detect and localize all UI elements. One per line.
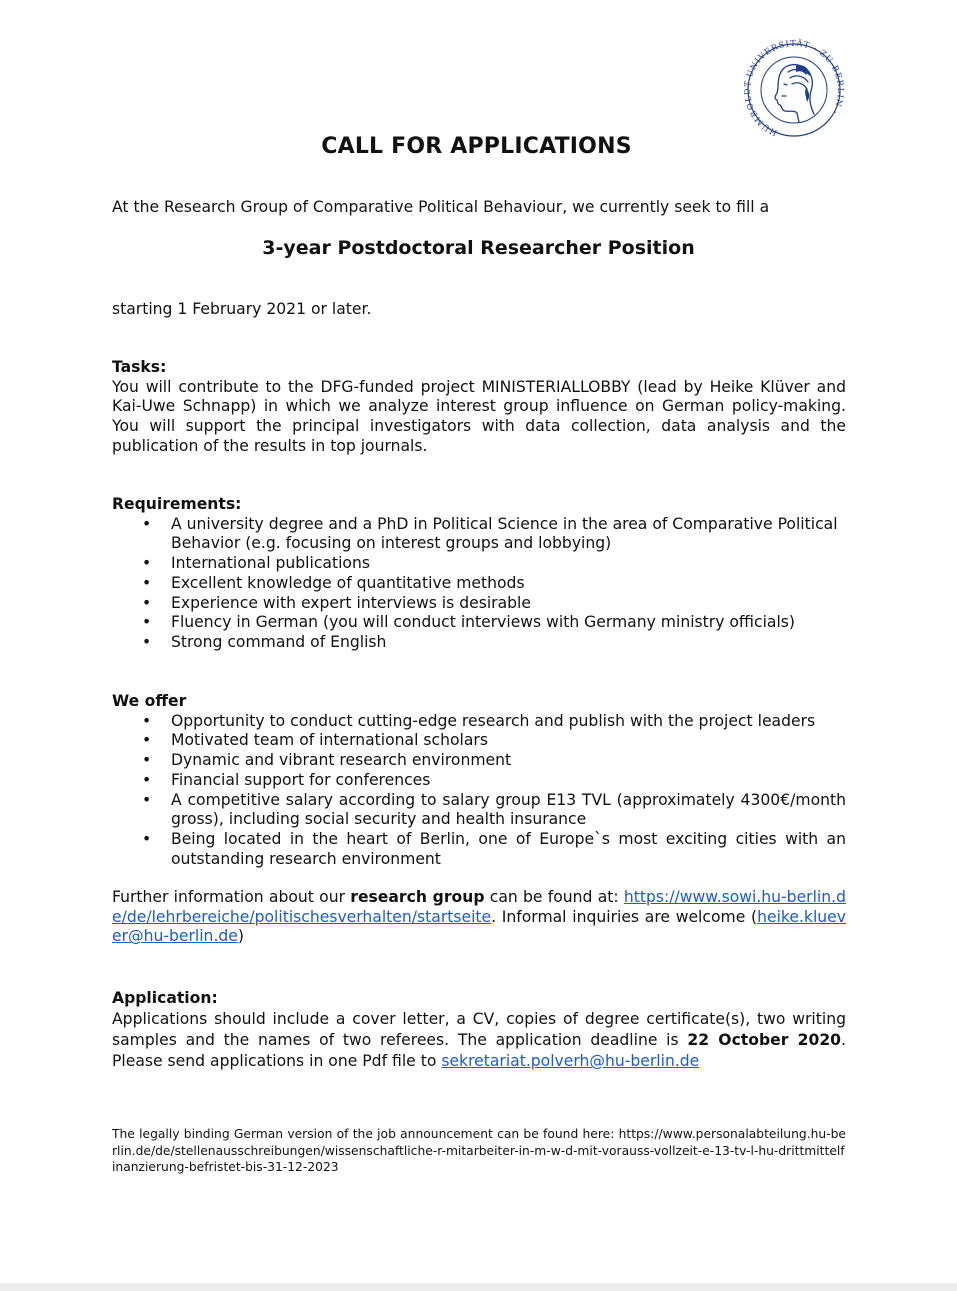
list-item: • Excellent knowledge of quantitative methods bbox=[112, 574, 846, 594]
requirements-list bbox=[112, 515, 846, 653]
application-heading: Application: bbox=[112, 989, 218, 1007]
page-bottom-border bbox=[0, 1283, 957, 1291]
list-item: • Strong command of English bbox=[112, 633, 846, 653]
list-item: • Motivated team of international scholars bbox=[112, 731, 846, 751]
application-section: Application: Applications should include a cover letter, a CV, copies of degree certificate(s), two writing samples and the names of two referees. The application deadline is 22 October 2020. Please send applications in one Pdf file to sekretariat.polverh@hu-berlin.de bbox=[112, 989, 846, 1070]
list-item: • Dynamic and vibrant research environment bbox=[112, 751, 846, 771]
further-info-paragraph: Further information about our research group can be found at: https://www.sowi.hu-berlin.de/de/lehrbereiche/politischesverhalten/startseite. Informal inquiries are welcome (heike.kluever@hu-berlin.de) bbox=[112, 888, 846, 946]
application-email-link[interactable]: sekretariat.polverh@hu-berlin.de bbox=[441, 1052, 700, 1070]
intro-text: At the Research Group of Comparative Political Behaviour, we currently seek to fill a bbox=[112, 198, 770, 216]
deadline-date: 22 October 2020 bbox=[687, 1031, 842, 1049]
offer-heading: We offer bbox=[112, 692, 187, 710]
footnote-url[interactable]: https://www.personalabteilung.hu-berlin.de/de/stellenausschreibungen/wissenschaftliche-r-mitarbeiter-in-m-w-d-mit-vorauss-vollzeit-e-13-tv-l-hu-drittmittelfinanzierung-befristet-bis-31-12-2023 bbox=[112, 1127, 846, 1174]
list-item: • Being located in the heart of Berlin, one of Europe`s most exciting cities with an outstanding research environment bbox=[112, 830, 846, 869]
page-title: CALL FOR APPLICATIONS bbox=[321, 134, 632, 159]
requirements-section bbox=[112, 495, 846, 653]
list-item: • International publications bbox=[112, 554, 846, 574]
svg-text:HUMBOLDT-UNIVERSITÄT · ZU BERL: HUMBO -UNIVERSITÄT · ZU BE N · bbox=[744, 38, 844, 139]
offer-section bbox=[112, 692, 846, 869]
list-item: • A university degree and a PhD in Political Science in the area of Comparative Political Behavior (e.g. focusing on interest groups and lobbying) bbox=[112, 515, 846, 554]
offer-list bbox=[112, 712, 846, 870]
list-item: • Fluency in German (you will conduct interviews with Germany ministry officials) bbox=[112, 613, 846, 633]
requirements-heading: Requirements: bbox=[112, 495, 242, 513]
legal-footnote: The legally binding German version of the job announcement can be found here: https://www.personalabteilung.hu-berlin.de/de/stellenausschreibungen/wissenschaftliche-r-mitarbeiter-in-m-w-d-mit-vorauss-vollzeit-e-13-tv-l-hu-drittmittelfinanzierung-befristet-bis-31-12-2023 bbox=[112, 1127, 846, 1174]
list-item: • Experience with expert interviews is desirable bbox=[112, 594, 846, 614]
tasks-text: You will contribute to the DFG-funded project MINISTERIALLOBBY (lead by Heike Klüver and Kai-Uwe Schnapp) in which we analyze interest group influence on German policy-making. You will support the principal investigators with data collection, data analysis and the publication of the results in top journals. bbox=[112, 377, 846, 455]
research-group-bold: research group bbox=[350, 888, 485, 906]
list-item: • Opportunity to conduct cutting-edge research and publish with the project leaders bbox=[112, 712, 846, 732]
list-item: • Financial support for conferences bbox=[112, 771, 846, 791]
research-group-link[interactable]: https://www.sowi.hu-berlin.de/de/lehrbereiche/politischesverhalten/startseite bbox=[112, 888, 846, 926]
start-date-text: starting 1 February 2021 or later. bbox=[112, 300, 372, 318]
position-title: 3-year Postdoctoral Researcher Position bbox=[262, 237, 695, 259]
university-seal-logo bbox=[744, 38, 844, 146]
tasks-heading: Tasks: bbox=[112, 358, 167, 376]
tasks-section bbox=[112, 358, 846, 457]
inquiry-email-link[interactable]: heike.kluever@hu-berlin.de bbox=[112, 907, 846, 946]
list-item: • A competitive salary according to salary group E13 TVL (approximately 4300€/month gross), including social security and health insurance bbox=[112, 791, 846, 830]
